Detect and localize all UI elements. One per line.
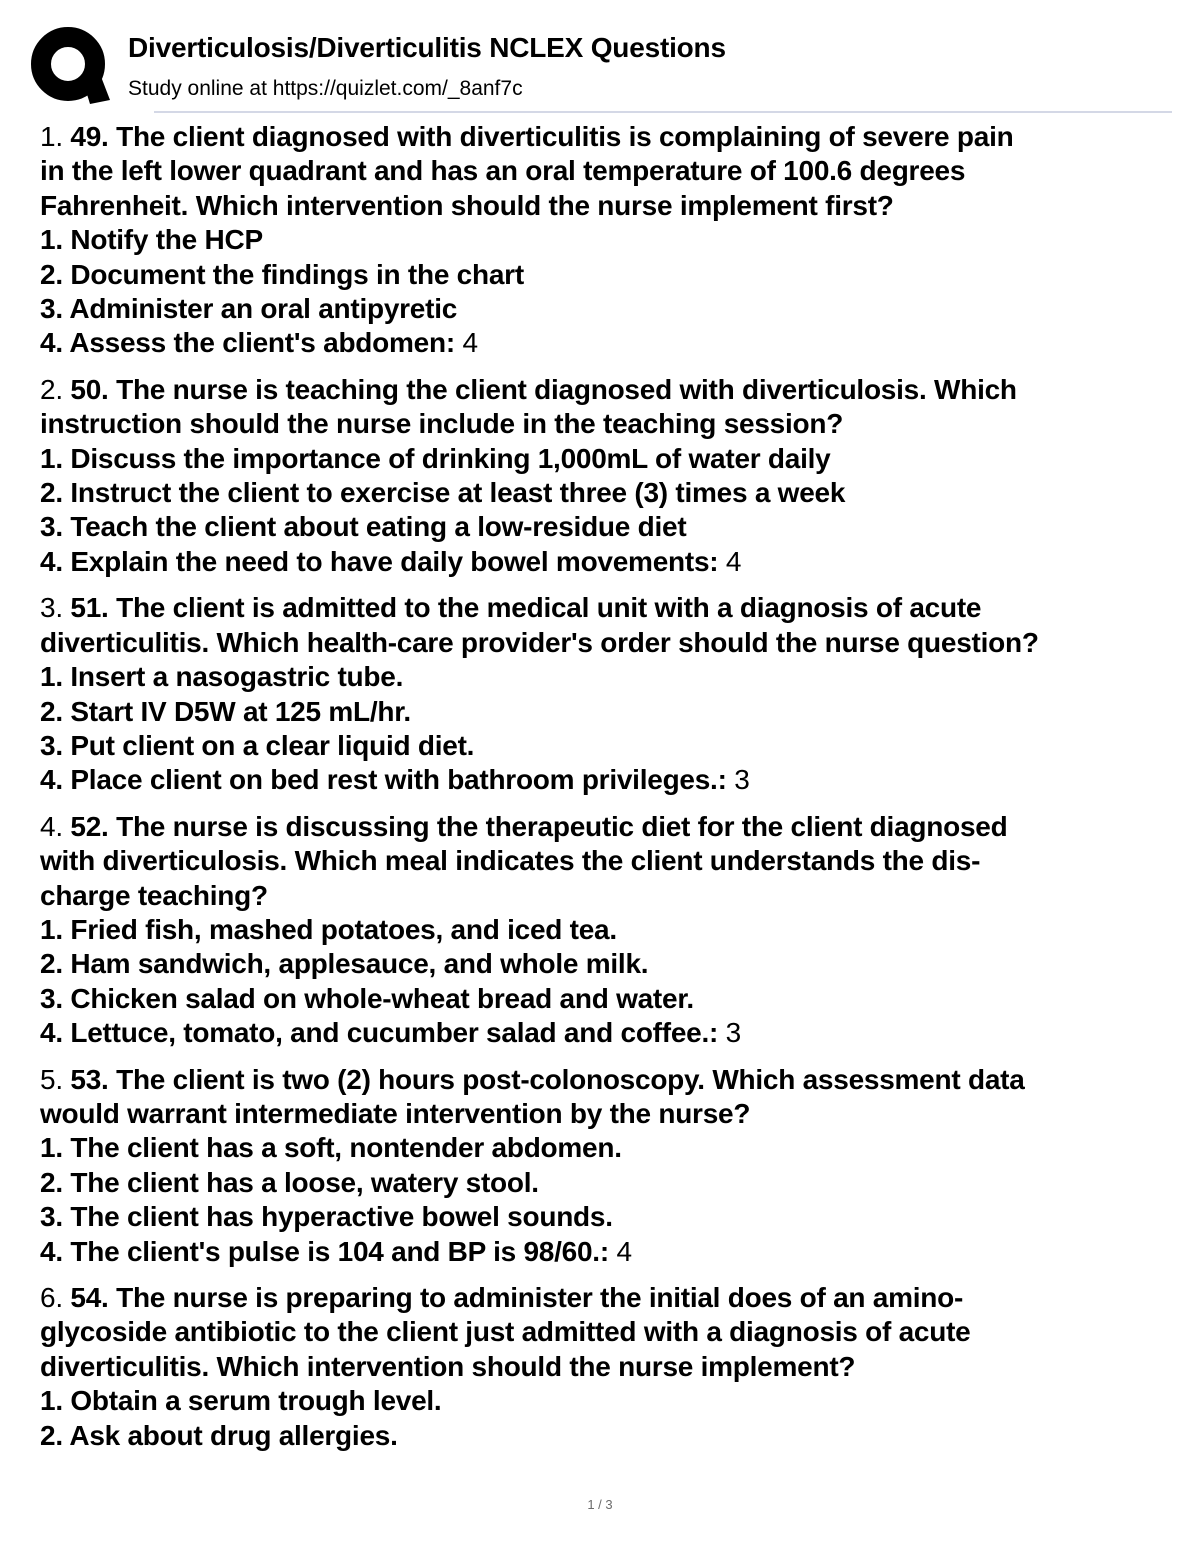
answer-option-text: 4. Explain the need to have daily bowel movements: <box>40 545 719 577</box>
answer-option-text: 1. Fried fish, mashed potatoes, and iced tea. <box>40 913 617 945</box>
card-number: 5. <box>40 1063 63 1095</box>
answer-option <box>40 695 1172 729</box>
answer-option-text: 4. Assess the client's abdomen: <box>40 327 455 359</box>
answer-option-text: 4. Place client on bed rest with bathroom privileges.: <box>40 764 727 796</box>
answer-option-text: 2. The client has a loose, watery stool. <box>40 1166 539 1198</box>
answer-option <box>40 292 1172 326</box>
flashcard-list <box>40 120 1172 1465</box>
correct-answer: 3 <box>734 764 750 796</box>
question-line <box>40 189 1172 223</box>
flashcard <box>40 591 1172 797</box>
answer-option <box>40 223 1172 257</box>
question-line <box>40 810 1172 844</box>
question-text: would warrant intermediate intervention by the nurse? <box>40 1097 751 1129</box>
question-text: Fahrenheit. Which intervention should the nurse implement first? <box>40 189 894 221</box>
answer-option-text: 3. Administer an oral antipyretic <box>40 293 458 325</box>
answer-option <box>40 1419 1172 1453</box>
flashcard <box>40 1281 1172 1453</box>
question-line <box>40 626 1172 660</box>
question-line <box>40 1315 1172 1349</box>
quizlet-q-logo-icon <box>30 26 110 106</box>
correct-answer: 4 <box>462 327 478 359</box>
document-title: Diverticulosis/Diverticulitis NCLEX Questions <box>128 32 726 63</box>
answer-option-text: 2. Start IV D5W at 125 mL/hr. <box>40 695 411 727</box>
header-divider <box>154 111 1172 113</box>
answer-option-text: 1. The client has a soft, nontender abdomen. <box>40 1132 622 1164</box>
question-line <box>40 1063 1172 1097</box>
answer-option <box>40 326 1172 360</box>
answer-option-text: 1. Discuss the importance of drinking 1,000mL of water daily <box>40 442 831 474</box>
answer-option <box>40 763 1172 797</box>
card-number: 1. <box>40 121 63 152</box>
flashcard <box>40 373 1172 579</box>
question-line <box>40 591 1172 625</box>
answer-option <box>40 510 1172 544</box>
question-line <box>40 844 1172 878</box>
question-line <box>40 1097 1172 1131</box>
answer-option <box>40 442 1172 476</box>
question-text: 50. The nurse is teaching the client diagnosed with diverticulosis. Which <box>70 373 1017 405</box>
question-line <box>40 373 1172 407</box>
answer-option-text: 3. The client has hyperactive bowel sounds. <box>40 1201 613 1233</box>
question-text: diverticulitis. Which intervention should the nurse implement? <box>40 1350 856 1382</box>
question-text: 51. The client is admitted to the medical unit with a diagnosis of acute <box>70 592 982 624</box>
study-online-link[interactable]: Study online at https://quizlet.com/_8anf7c <box>128 77 523 100</box>
answer-option-text: 3. Teach the client about eating a low-residue diet <box>40 511 687 543</box>
answer-option <box>40 1166 1172 1200</box>
question-text: in the left lower quadrant and has an oral temperature of 100.6 degrees <box>40 155 966 187</box>
page-indicator: 1 / 3 <box>587 1497 613 1512</box>
answer-option-text: 4. Lettuce, tomato, and cucumber salad and coffee.: <box>40 1017 719 1049</box>
answer-option <box>40 1235 1172 1269</box>
answer-option-text: 2. Ham sandwich, applesauce, and whole milk. <box>40 948 649 980</box>
question-text: with diverticulosis. Which meal indicates the client understands the dis- <box>40 845 981 877</box>
answer-option-text: 2. Ask about drug allergies. <box>40 1419 398 1451</box>
question-line <box>40 154 1172 188</box>
answer-option-text: 2. Document the findings in the chart <box>40 258 524 290</box>
answer-option-text: 1. Insert a nasogastric tube. <box>40 661 404 693</box>
answer-option-text: 3. Put client on a clear liquid diet. <box>40 729 475 761</box>
answer-option-text: 1. Notify the HCP <box>40 224 263 256</box>
answer-option-text: 3. Chicken salad on whole-wheat bread and water. <box>40 982 694 1014</box>
flashcard <box>40 120 1172 361</box>
correct-answer: 4 <box>725 545 742 577</box>
page-header <box>30 26 1172 110</box>
question-text: glycoside antibiotic to the client just admitted with a diagnosis of acute <box>40 1316 971 1348</box>
answer-option <box>40 258 1172 292</box>
question-line <box>40 879 1172 913</box>
question-text: 53. The client is two (2) hours post-colonoscopy. Which assessment data <box>70 1063 1025 1095</box>
answer-option <box>40 660 1172 694</box>
answer-option-text: 1. Obtain a serum trough level. <box>40 1385 442 1417</box>
answer-option <box>40 1016 1172 1050</box>
correct-answer: 4 <box>616 1235 632 1267</box>
answer-option <box>40 1384 1172 1418</box>
answer-option <box>40 1200 1172 1234</box>
answer-option <box>40 729 1172 763</box>
question-line <box>40 120 1172 154</box>
answer-option-text: 2. Instruct the client to exercise at least three (3) times a week <box>40 477 846 509</box>
question-line <box>40 407 1172 441</box>
question-text: 52. The nurse is discussing the therapeutic diet for the client diagnosed <box>70 810 1008 842</box>
card-number: 4. <box>40 810 63 842</box>
card-number: 3. <box>40 592 63 624</box>
question-line <box>40 1281 1172 1315</box>
question-text: diverticulitis. Which health-care provider's order should the nurse question? <box>40 626 1039 658</box>
answer-option <box>40 1131 1172 1165</box>
answer-option <box>40 913 1172 947</box>
answer-option <box>40 545 1172 579</box>
answer-option-text: 4. The client's pulse is 104 and BP is 98/60.: <box>40 1235 609 1267</box>
answer-option <box>40 476 1172 510</box>
card-number: 2. <box>40 373 63 405</box>
answer-option <box>40 982 1172 1016</box>
correct-answer: 3 <box>725 1017 741 1049</box>
answer-option <box>40 947 1172 981</box>
card-number: 6. <box>40 1282 63 1313</box>
question-text: 54. The nurse is preparing to administer the initial does of an amino- <box>70 1282 964 1313</box>
flashcard <box>40 810 1172 1051</box>
question-line <box>40 1350 1172 1384</box>
question-text: charge teaching? <box>40 879 268 911</box>
question-text: 49. The client diagnosed with diverticulitis is complaining of severe pain <box>70 121 1014 152</box>
flashcard <box>40 1063 1172 1269</box>
question-text: instruction should the nurse include in the teaching session? <box>40 408 844 440</box>
